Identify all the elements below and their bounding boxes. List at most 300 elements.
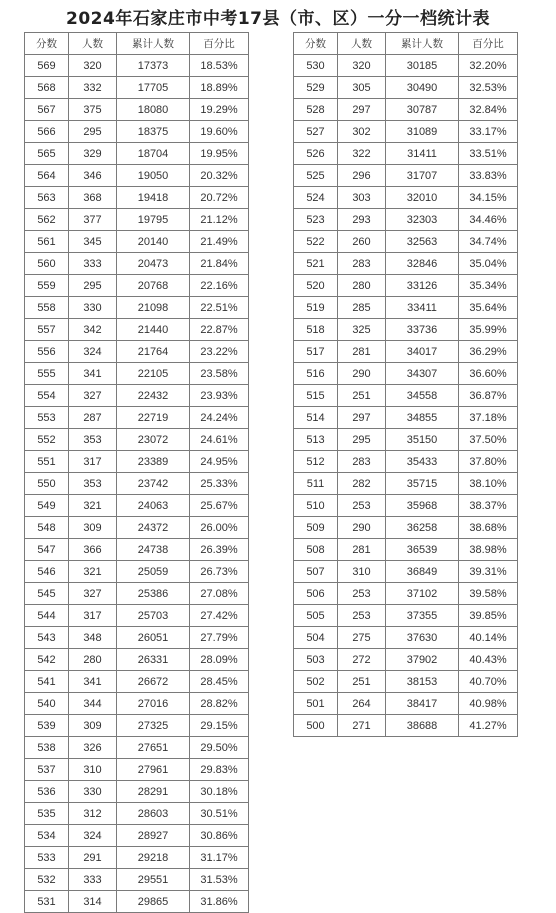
cell-count: 309 — [69, 715, 117, 737]
cell-count: 317 — [69, 451, 117, 473]
cell-score: 554 — [25, 385, 69, 407]
cell-count: 341 — [69, 671, 117, 693]
cell-percent: 37.18% — [459, 407, 518, 429]
cell-count: 283 — [338, 253, 386, 275]
cell-percent: 19.60% — [190, 121, 249, 143]
cell-score: 501 — [294, 693, 338, 715]
table-row — [294, 297, 518, 319]
score-table-right — [293, 32, 518, 737]
cell-score: 509 — [294, 517, 338, 539]
cell-cumulative: 18080 — [117, 99, 190, 121]
table-row — [294, 209, 518, 231]
table-row — [294, 583, 518, 605]
cell-percent: 18.53% — [190, 55, 249, 77]
cell-percent: 31.53% — [190, 869, 249, 891]
cell-score: 551 — [25, 451, 69, 473]
cell-score: 533 — [25, 847, 69, 869]
cell-percent: 40.98% — [459, 693, 518, 715]
table-row — [25, 55, 249, 77]
cell-count: 330 — [69, 297, 117, 319]
table-row — [294, 693, 518, 715]
cell-percent: 31.17% — [190, 847, 249, 869]
cell-percent: 28.09% — [190, 649, 249, 671]
cell-cumulative: 32563 — [386, 231, 459, 253]
cell-cumulative: 17705 — [117, 77, 190, 99]
table-row — [25, 561, 249, 583]
cell-percent: 29.50% — [190, 737, 249, 759]
cell-cumulative: 34017 — [386, 341, 459, 363]
cell-count: 321 — [69, 495, 117, 517]
cell-score: 507 — [294, 561, 338, 583]
cell-count: 322 — [338, 143, 386, 165]
cell-percent: 25.33% — [190, 473, 249, 495]
cell-score: 555 — [25, 363, 69, 385]
score-table-left — [24, 32, 249, 913]
cell-cumulative: 32846 — [386, 253, 459, 275]
cell-score: 556 — [25, 341, 69, 363]
cell-cumulative: 27651 — [117, 737, 190, 759]
table-row — [25, 297, 249, 319]
table-row — [25, 737, 249, 759]
table-row — [25, 99, 249, 121]
cell-score: 528 — [294, 99, 338, 121]
cell-score: 558 — [25, 297, 69, 319]
cell-percent: 39.58% — [459, 583, 518, 605]
cell-count: 287 — [69, 407, 117, 429]
cell-percent: 34.74% — [459, 231, 518, 253]
cell-score: 544 — [25, 605, 69, 627]
cell-cumulative: 28291 — [117, 781, 190, 803]
cell-score: 534 — [25, 825, 69, 847]
table-header-row — [294, 33, 518, 55]
cell-cumulative: 20768 — [117, 275, 190, 297]
cell-count: 366 — [69, 539, 117, 561]
table-row — [294, 231, 518, 253]
cell-count: 253 — [338, 583, 386, 605]
cell-cumulative: 25386 — [117, 583, 190, 605]
cell-cumulative: 19418 — [117, 187, 190, 209]
table-row — [294, 649, 518, 671]
cell-count: 375 — [69, 99, 117, 121]
cell-cumulative: 27016 — [117, 693, 190, 715]
cell-score: 561 — [25, 231, 69, 253]
table-row — [25, 165, 249, 187]
cell-cumulative: 21764 — [117, 341, 190, 363]
cell-count: 282 — [338, 473, 386, 495]
cell-percent: 18.89% — [190, 77, 249, 99]
cell-percent: 22.16% — [190, 275, 249, 297]
cell-percent: 35.99% — [459, 319, 518, 341]
cell-cumulative: 21440 — [117, 319, 190, 341]
cell-percent: 24.95% — [190, 451, 249, 473]
table-row — [25, 385, 249, 407]
cell-percent: 27.42% — [190, 605, 249, 627]
table-row — [294, 561, 518, 583]
cell-cumulative: 27961 — [117, 759, 190, 781]
cell-percent: 26.73% — [190, 561, 249, 583]
cell-percent: 31.86% — [190, 891, 249, 913]
cell-cumulative: 22432 — [117, 385, 190, 407]
cell-score: 548 — [25, 517, 69, 539]
cell-count: 353 — [69, 473, 117, 495]
cell-cumulative: 37355 — [386, 605, 459, 627]
cell-cumulative: 35968 — [386, 495, 459, 517]
cell-count: 251 — [338, 385, 386, 407]
cell-score: 529 — [294, 77, 338, 99]
cell-percent: 34.46% — [459, 209, 518, 231]
cell-percent: 32.53% — [459, 77, 518, 99]
cell-cumulative: 31707 — [386, 165, 459, 187]
cell-percent: 29.83% — [190, 759, 249, 781]
table-row — [294, 363, 518, 385]
cell-cumulative: 28927 — [117, 825, 190, 847]
cell-percent: 38.68% — [459, 517, 518, 539]
table-row — [294, 451, 518, 473]
cell-count: 297 — [338, 99, 386, 121]
cell-count: 285 — [338, 297, 386, 319]
cell-count: 290 — [338, 517, 386, 539]
cell-cumulative: 27325 — [117, 715, 190, 737]
cell-score: 540 — [25, 693, 69, 715]
cell-count: 320 — [338, 55, 386, 77]
cell-count: 295 — [338, 429, 386, 451]
cell-score: 563 — [25, 187, 69, 209]
cell-count: 296 — [338, 165, 386, 187]
cell-score: 552 — [25, 429, 69, 451]
cell-score: 536 — [25, 781, 69, 803]
page-title: 2024年石家庄市中考17县（市、区）一分一档统计表 — [66, 9, 490, 29]
cell-score: 557 — [25, 319, 69, 341]
cell-count: 295 — [69, 121, 117, 143]
table-row — [25, 341, 249, 363]
cell-score: 565 — [25, 143, 69, 165]
cell-cumulative: 17373 — [117, 55, 190, 77]
cell-count: 281 — [338, 341, 386, 363]
table-row — [25, 627, 249, 649]
cell-score: 545 — [25, 583, 69, 605]
table-row — [25, 451, 249, 473]
cell-count: 341 — [69, 363, 117, 385]
cell-count: 326 — [69, 737, 117, 759]
cell-percent: 33.51% — [459, 143, 518, 165]
cell-cumulative: 28603 — [117, 803, 190, 825]
cell-score: 564 — [25, 165, 69, 187]
table-row — [25, 869, 249, 891]
cell-cumulative: 20473 — [117, 253, 190, 275]
cell-score: 523 — [294, 209, 338, 231]
table-row — [25, 429, 249, 451]
table-row — [25, 209, 249, 231]
cell-cumulative: 26672 — [117, 671, 190, 693]
cell-percent: 32.20% — [459, 55, 518, 77]
cell-cumulative: 36849 — [386, 561, 459, 583]
cell-percent: 30.51% — [190, 803, 249, 825]
table-row — [25, 539, 249, 561]
cell-count: 290 — [338, 363, 386, 385]
header-score: 分数 — [294, 33, 338, 55]
cell-count: 325 — [338, 319, 386, 341]
table-row — [294, 99, 518, 121]
table-row — [25, 363, 249, 385]
cell-count: 377 — [69, 209, 117, 231]
header-count: 人数 — [69, 33, 117, 55]
cell-percent: 23.58% — [190, 363, 249, 385]
cell-percent: 40.70% — [459, 671, 518, 693]
cell-score: 531 — [25, 891, 69, 913]
table-row — [294, 473, 518, 495]
table-row — [294, 715, 518, 737]
cell-cumulative: 33736 — [386, 319, 459, 341]
cell-percent: 27.79% — [190, 627, 249, 649]
cell-cumulative: 25703 — [117, 605, 190, 627]
cell-percent: 36.29% — [459, 341, 518, 363]
cell-cumulative: 34855 — [386, 407, 459, 429]
cell-percent: 38.10% — [459, 473, 518, 495]
cell-count: 302 — [338, 121, 386, 143]
table-row — [294, 605, 518, 627]
cell-cumulative: 21098 — [117, 297, 190, 319]
cell-cumulative: 26051 — [117, 627, 190, 649]
table-row — [25, 583, 249, 605]
table-row — [294, 143, 518, 165]
cell-percent: 30.18% — [190, 781, 249, 803]
header-percent: 百分比 — [459, 33, 518, 55]
cell-count: 303 — [338, 187, 386, 209]
cell-score: 525 — [294, 165, 338, 187]
cell-score: 568 — [25, 77, 69, 99]
cell-score: 542 — [25, 649, 69, 671]
cell-score: 513 — [294, 429, 338, 451]
cell-score: 541 — [25, 671, 69, 693]
table-row — [294, 517, 518, 539]
cell-percent: 20.72% — [190, 187, 249, 209]
cell-count: 305 — [338, 77, 386, 99]
cell-cumulative: 31089 — [386, 121, 459, 143]
cell-score: 526 — [294, 143, 338, 165]
cell-cumulative: 37630 — [386, 627, 459, 649]
table-row — [25, 825, 249, 847]
cell-percent: 22.87% — [190, 319, 249, 341]
table-header-row — [25, 33, 249, 55]
cell-cumulative: 35433 — [386, 451, 459, 473]
cell-percent: 19.29% — [190, 99, 249, 121]
cell-cumulative: 24063 — [117, 495, 190, 517]
cell-score: 547 — [25, 539, 69, 561]
table-row — [294, 121, 518, 143]
cell-count: 344 — [69, 693, 117, 715]
table-row — [294, 319, 518, 341]
cell-percent: 21.12% — [190, 209, 249, 231]
table-row — [25, 495, 249, 517]
cell-score: 539 — [25, 715, 69, 737]
cell-score: 553 — [25, 407, 69, 429]
cell-percent: 23.93% — [190, 385, 249, 407]
cell-score: 535 — [25, 803, 69, 825]
table-row — [294, 671, 518, 693]
cell-percent: 38.37% — [459, 495, 518, 517]
cell-count: 353 — [69, 429, 117, 451]
cell-score: 500 — [294, 715, 338, 737]
table-row — [294, 275, 518, 297]
cell-count: 348 — [69, 627, 117, 649]
cell-percent: 35.64% — [459, 297, 518, 319]
cell-percent: 26.00% — [190, 517, 249, 539]
table-row — [294, 429, 518, 451]
cell-cumulative: 20140 — [117, 231, 190, 253]
cell-cumulative: 32010 — [386, 187, 459, 209]
table-row — [294, 55, 518, 77]
cell-count: 312 — [69, 803, 117, 825]
cell-cumulative: 33411 — [386, 297, 459, 319]
table-row — [294, 539, 518, 561]
cell-count: 272 — [338, 649, 386, 671]
cell-count: 280 — [69, 649, 117, 671]
cell-cumulative: 23742 — [117, 473, 190, 495]
cell-score: 538 — [25, 737, 69, 759]
cell-percent: 21.84% — [190, 253, 249, 275]
cell-count: 291 — [69, 847, 117, 869]
cell-count: 321 — [69, 561, 117, 583]
cell-score: 514 — [294, 407, 338, 429]
cell-count: 295 — [69, 275, 117, 297]
cell-count: 275 — [338, 627, 386, 649]
cell-cumulative: 31411 — [386, 143, 459, 165]
cell-count: 368 — [69, 187, 117, 209]
cell-count: 324 — [69, 825, 117, 847]
cell-score: 566 — [25, 121, 69, 143]
cell-percent: 35.04% — [459, 253, 518, 275]
cell-count: 309 — [69, 517, 117, 539]
cell-cumulative: 35150 — [386, 429, 459, 451]
cell-score: 512 — [294, 451, 338, 473]
cell-cumulative: 26331 — [117, 649, 190, 671]
cell-score: 516 — [294, 363, 338, 385]
table-row — [25, 847, 249, 869]
cell-percent: 38.98% — [459, 539, 518, 561]
cell-percent: 21.49% — [190, 231, 249, 253]
table-row — [25, 649, 249, 671]
cell-cumulative: 30787 — [386, 99, 459, 121]
cell-score: 521 — [294, 253, 338, 275]
cell-percent: 35.34% — [459, 275, 518, 297]
cell-score: 569 — [25, 55, 69, 77]
cell-cumulative: 38153 — [386, 671, 459, 693]
cell-score: 511 — [294, 473, 338, 495]
cell-score: 510 — [294, 495, 338, 517]
table-row — [25, 77, 249, 99]
cell-count: 283 — [338, 451, 386, 473]
cell-cumulative: 36258 — [386, 517, 459, 539]
cell-count: 260 — [338, 231, 386, 253]
cell-score: 527 — [294, 121, 338, 143]
cell-score: 520 — [294, 275, 338, 297]
cell-count: 253 — [338, 605, 386, 627]
table-row — [25, 253, 249, 275]
cell-cumulative: 36539 — [386, 539, 459, 561]
cell-cumulative: 22719 — [117, 407, 190, 429]
table-row — [294, 165, 518, 187]
cell-score: 560 — [25, 253, 69, 275]
cell-score: 522 — [294, 231, 338, 253]
cell-percent: 19.95% — [190, 143, 249, 165]
cell-count: 327 — [69, 583, 117, 605]
cell-percent: 34.15% — [459, 187, 518, 209]
cell-percent: 20.32% — [190, 165, 249, 187]
cell-percent: 23.22% — [190, 341, 249, 363]
cell-score: 517 — [294, 341, 338, 363]
cell-score: 504 — [294, 627, 338, 649]
cell-percent: 30.86% — [190, 825, 249, 847]
cell-cumulative: 37102 — [386, 583, 459, 605]
header-count: 人数 — [338, 33, 386, 55]
cell-cumulative: 38688 — [386, 715, 459, 737]
table-row — [294, 627, 518, 649]
cell-cumulative: 18375 — [117, 121, 190, 143]
cell-count: 251 — [338, 671, 386, 693]
cell-percent: 37.80% — [459, 451, 518, 473]
cell-score: 506 — [294, 583, 338, 605]
cell-percent: 33.83% — [459, 165, 518, 187]
table-row — [294, 77, 518, 99]
cell-cumulative: 19795 — [117, 209, 190, 231]
table-row — [25, 517, 249, 539]
cell-percent: 29.15% — [190, 715, 249, 737]
cell-score: 543 — [25, 627, 69, 649]
table-row — [294, 341, 518, 363]
table-row — [25, 715, 249, 737]
cell-cumulative: 29865 — [117, 891, 190, 913]
header-cumulative: 累计人数 — [386, 33, 459, 55]
cell-cumulative: 25059 — [117, 561, 190, 583]
cell-count: 324 — [69, 341, 117, 363]
cell-score: 559 — [25, 275, 69, 297]
cell-count: 346 — [69, 165, 117, 187]
cell-score: 530 — [294, 55, 338, 77]
cell-count: 280 — [338, 275, 386, 297]
cell-score: 550 — [25, 473, 69, 495]
cell-percent: 25.67% — [190, 495, 249, 517]
cell-cumulative: 34558 — [386, 385, 459, 407]
table-row — [25, 275, 249, 297]
table-row — [25, 231, 249, 253]
cell-score: 518 — [294, 319, 338, 341]
cell-percent: 39.31% — [459, 561, 518, 583]
table-row — [25, 143, 249, 165]
table-row — [25, 759, 249, 781]
cell-count: 310 — [69, 759, 117, 781]
cell-count: 329 — [69, 143, 117, 165]
cell-cumulative: 30490 — [386, 77, 459, 99]
cell-cumulative: 22105 — [117, 363, 190, 385]
cell-cumulative: 34307 — [386, 363, 459, 385]
cell-score: 562 — [25, 209, 69, 231]
cell-percent: 32.84% — [459, 99, 518, 121]
cell-percent: 24.24% — [190, 407, 249, 429]
table-row — [294, 187, 518, 209]
cell-count: 320 — [69, 55, 117, 77]
cell-percent: 40.14% — [459, 627, 518, 649]
header-percent: 百分比 — [190, 33, 249, 55]
cell-score: 524 — [294, 187, 338, 209]
cell-percent: 28.45% — [190, 671, 249, 693]
header-cumulative: 累计人数 — [117, 33, 190, 55]
cell-percent: 26.39% — [190, 539, 249, 561]
cell-cumulative: 38417 — [386, 693, 459, 715]
cell-count: 345 — [69, 231, 117, 253]
table-row — [25, 319, 249, 341]
table-row — [25, 121, 249, 143]
cell-percent: 24.61% — [190, 429, 249, 451]
